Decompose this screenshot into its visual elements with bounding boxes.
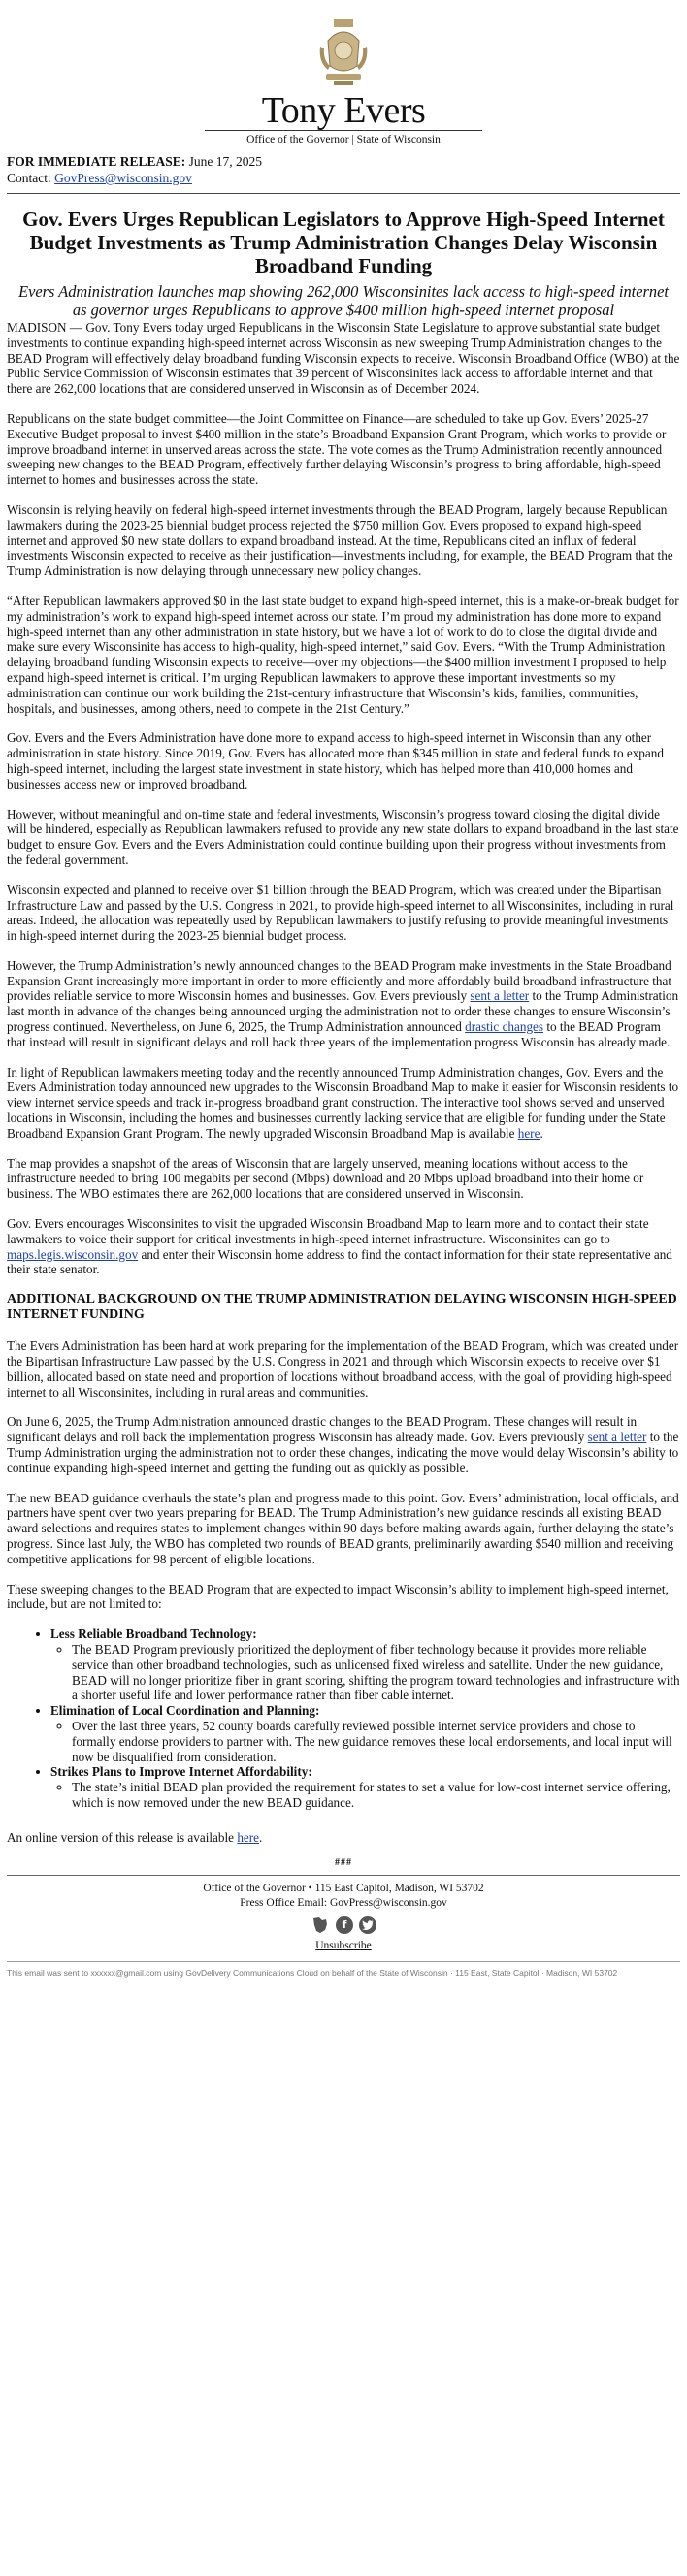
online-version-link[interactable]: here (237, 1829, 260, 1845)
bird-shape (362, 1920, 374, 1930)
paragraph: Republicans on the state budget committee—the Joint Committee on Finance—are scheduled to take up Gov. Evers’ 2025-27 Executive Budget proposal to invest $400 million in the state’s Broadband Expansion Grant Program, which works to provide or improve broadband internet in unserved areas across the state. The vote comes as the Trump Administration recently announced sweeping new changes to the BEAD Program, effectively further delaying Wisconsin’s progress to bring affordable, high-speed internet to homes and businesses across the state. (7, 410, 667, 488)
contact-line (7, 170, 680, 186)
list-item-detail: ◦ The BEAD Program previously prioritized the deployment of fiber technology because it provides more reliable service than other broadband technologies, such as unlicensed fixed wireless and satellite. Under the new guidance, BEAD will no longer prioritize fiber in grant scoring, shifting the program toward technologies and infrastructure with a shorter useful life and lower performance rather than fiber cable internet. (72, 1642, 680, 1703)
footer-press-email: Press Office Email: GovPress@wisconsin.gov (240, 1896, 447, 1909)
paragraph (7, 1216, 680, 1277)
sub-list (50, 1780, 680, 1811)
list-item-title: Elimination of Local Coordination and Planning: (50, 1703, 320, 1719)
headline: Gov. Evers Urges Republican Legislators to Approve High-Speed Internet Budget Investments as Trump Administration Changes Delay Wisconsin Broadband Funding (22, 208, 665, 277)
text: On June 6, 2025, the Trump Administration announced drastic changes to the BEAD Program. These changes will result in significant delays and roll back the implementation progress Wisconsin has already made. Gov. Evers previously (7, 1414, 638, 1445)
sub-list (50, 1642, 680, 1703)
text: Gov. Evers encourages Wisconsinites to visit the upgraded Wisconsin Broadband Map to learn more and to contact their state lawmakers to voice their support for critical investments in high-speed internet infrastructure. Wisconsinites can go to (7, 1216, 649, 1246)
paragraph: Wisconsin is relying heavily on federal high-speed internet investments through the BEAD Program, largely because Republican lawmakers during the 2023-25 biennial budget process rejected the $750 million Gov. Evers proposed to expand high-speed internet and approved $0 new state dollars to expand broadband instead. At the time, Republicans cited an influx of federal investments Wisconsin expected to receive as their justification—investments including, for example, the BEAD Program that the Trump Administration is now delaying through unnecessary new policy changes. (7, 501, 673, 579)
background-section-title: ADDITIONAL BACKGROUND ON THE TRUMP ADMINISTRATION DELAYING WISCONSIN HIGH-SPEED INTERNET FUNDING (7, 1292, 677, 1323)
footer (7, 1875, 680, 1962)
list-item-detail: ◦ The state’s initial BEAD plan provided the requirement for states to set a value for low-cost internet service offering, which is now removed under the new BEAD guidance. (72, 1780, 680, 1811)
letterhead (7, 0, 680, 147)
drastic-changes-link[interactable]: drastic changes (465, 1019, 544, 1035)
wisconsin-seal-icon (314, 17, 373, 87)
text: However, the Trump Administration’s newly announced changes to the BEAD Program make investments in the State Broadband Expansion Grant increasingly more important in order to more efficiently and more affordably build broadband infrastructure that provides reliable service to more Wisconsin homes and businesses. Gov. Evers previously (7, 957, 672, 1004)
paragraph: These sweeping changes to the BEAD Program that are expected to impact Wisconsin’s ability to implement high-speed internet, include, but are not limited to: (7, 1581, 669, 1612)
text: . (259, 1829, 263, 1845)
text: to the BEAD Program that instead will result in significant delays and roll back three years of the implementation progress Wisconsin has already made. (7, 1019, 671, 1049)
paragraph: Wisconsin expected and planned to receive over $1 billion through the BEAD Program, which was created under the Bipartisan Infrastructure Law and passed by the U.S. Congress in 2021, to provide high-speed internet to all Wisconsinites, including in rural areas. Indeed, the allocation was repeatedly used by Republican lawmakers to justify refusing to provide meaningful investments in high-speed internet during the 2023-25 biennial budget process. (7, 882, 674, 944)
legis-maps-link[interactable]: maps.legis.wisconsin.gov (7, 1246, 139, 1262)
paragraph (7, 958, 680, 1050)
twitter-icon[interactable] (359, 1916, 376, 1934)
broadband-map-link[interactable]: here (517, 1125, 540, 1141)
paragraph: Gov. Evers and the Evers Administration have done more to expand access to high-speed internet in Wisconsin than any other administration in state history. Since 2019, Gov. Evers has allocated more than $345 million in state and federal funds to expand high-speed internet, including the largest state investment in state history, which has helped more than 410,000 homes and businesses access new or improved broadband. (7, 730, 664, 791)
subheadline: Evers Administration launches map showing 262,000 Wisconsinites lack access to high-speed internet as governor urges Republicans to approve $400 million high-speed internet proposal (18, 282, 669, 319)
list-item (50, 1703, 680, 1764)
footer-address: Office of the Governor • 115 East Capitol, Madison, WI 53702 (203, 1882, 484, 1894)
release-line (7, 153, 680, 170)
release-label: FOR IMMEDIATE RELEASE: (7, 154, 186, 169)
paragraph (7, 1065, 680, 1142)
list-item-title: Strikes Plans to Improve Internet Affordability: (50, 1764, 312, 1780)
office-subtitle: Office of the Governor | State of Wisconsin (205, 130, 482, 147)
release-date: June 17, 2025 (185, 154, 263, 169)
paragraph: The new BEAD guidance overhauls the state’s plan and progress made to this point. Gov. Evers’ administration, local officials, and partners have spent over two years preparing for BEAD. The Trump Administration’s new guidance rescinds all existing BEAD award selections and requires states to implement changes within 90 days before making awards again, further delaying the state’s progress. Since last July, the WBO has completed two rounds of BEAD grants, preliminarily awarding $540 million and receiving competitive applications for 98 percent of eligible locations. (7, 1490, 679, 1566)
facebook-icon[interactable]: f (336, 1916, 353, 1934)
end-marker: ### (335, 1856, 352, 1868)
wisconsin-shape (311, 1916, 330, 1934)
unsubscribe-link[interactable]: Unsubscribe (315, 1939, 372, 1951)
contact-email-link[interactable]: GovPress@wisconsin.gov (54, 171, 192, 185)
sent-a-letter-link[interactable]: sent a letter (470, 988, 530, 1004)
paragraph (7, 1414, 680, 1475)
text: to the Trump Administration last month in advance of the changes being announced urging the administration not to order these changes to ensure Wisconsin’s progress continued. Nevertheless, on June 6, 2025, the Trump Administration announced (7, 988, 679, 1035)
contact-label: Contact: (7, 171, 55, 185)
list-item-detail: ◦ Over the last three years, 52 county boards carefully reviewed possible internet service providers and chose to formally endorse providers to partner with. The new guidance removes these local endorsements, and local input will now be disqualified from consideration. (72, 1719, 680, 1764)
fineprint: This email was sent to xxxxxx@gmail.com using GovDelivery Communications Cloud on behalf of the State of Wisconsin · 115 East, State Capitol · Madison, WI 53702 (7, 1967, 618, 1978)
paragraph: However, without meaningful and on-time state and federal investments, Wisconsin’s progress toward closing the digital divide will be hindered, especially as Republican lawmakers refused to provide any new state dollars to expand broadband in the last state budget to ensure Gov. Evers and the Evers Administration could continue building upon their progress without investments from the federal government. (7, 806, 679, 867)
social-links (7, 1916, 680, 1934)
list-item (50, 1626, 680, 1703)
sent-a-letter-link-2[interactable]: sent a letter (587, 1430, 647, 1445)
sub-list (50, 1719, 680, 1764)
text: . (540, 1125, 543, 1141)
wisconsin-icon[interactable] (311, 1916, 330, 1934)
text: to the Trump Administration urging the administration not to order these changes, indicating the move would delay Wisconsin’s ability to continue expanding high-speed internet and getting the funding out as quickly as possible. (7, 1430, 679, 1475)
list-item (50, 1764, 680, 1810)
text: An online version of this release is available (7, 1829, 238, 1845)
divider (7, 193, 680, 194)
paragraph: MADISON — Gov. Tony Evers today urged Republicans in the Wisconsin State Legislature to approve substantial state budget investments to continue expanding high-speed internet across Wisconsin as new sweeping Trump Administration changes to the BEAD Program will effectively delay broadband funding Wisconsin expects to receive. Wisconsin Broadband Office (WBO) at the Public Service Commission of Wisconsin estimates that 39 percent of Wisconsinites lack access to affordable internet and that there are 262,000 locations that are considered unserved in Wisconsin as of December 2024. (7, 320, 680, 397)
changes-list (7, 1626, 680, 1811)
governor-name: Tony Evers (261, 90, 426, 131)
paragraph: The map provides a snapshot of the areas of Wisconsin that are largely unserved, meaning locations without access to the infrastructure needed to bring 100 megabits per second (Mbps) download and 20 Mbps upload broadband into their home or business. The WBO estimates there are 262,000 locations that are considered unserved in Wisconsin. (7, 1155, 644, 1202)
list-item-title: Less Reliable Broadband Technology: (50, 1626, 257, 1642)
online-version-line (7, 1830, 680, 1846)
text: In light of Republican lawmakers meeting today and the recently announced Trump Administration changes, Gov. Evers and the Evers Administration today announced new upgrades to the Wisconsin Broadband Map to make it easier for Wisconsin residents to view internet service speeds and track in-progress broadband grant construction. The interactive tool shows served and unserved locations in Wisconsin, including the homes and businesses currently lacking service that are eligible for funding under the State Broadband Expansion Grant Program. The newly upgraded Wisconsin Broadband Map is available (7, 1064, 679, 1141)
paragraph: The Evers Administration has been hard at work preparing for the implementation of the BEAD Program, which was created under the Bipartisan Infrastructure Law passed by the U.S. Congress in 2021 and through which Wisconsin expects to receive over $1 billion, allocated based on state need and proportion of locations without broadband access, with the goal of providing high-speed internet to all Wisconsinites, including in rural areas and communities. (7, 1338, 679, 1400)
governor-quote: “After Republican lawmakers approved $0 in the last state budget to expand high-speed internet, this is a make-or-break budget for my administration’s work to expand high-speed internet across our state. I’m proud my administration has done more to expand high-speed internet than any other administration in state history, but we have a lot of work to do to close the digital divide and make sure every Wisconsinite has access to high-quality, high-speed internet,” said Gov. Evers. “With the Trump Administration delaying broadband funding Wisconsin expects to receive—over my objections—the $400 million investment I proposed to help expand high-speed internet is critical. I’m urging Republican lawmakers to approve these important investments so my administration can continue our work building the 21st-century infrastructure that Wisconsin’s kids, families, communities, hospitals, and businesses, among others, need to compete in the 21st Century.” (7, 593, 679, 716)
text: and enter their Wisconsin home address to find the contact information for their state representative and their state senator. (7, 1246, 672, 1277)
